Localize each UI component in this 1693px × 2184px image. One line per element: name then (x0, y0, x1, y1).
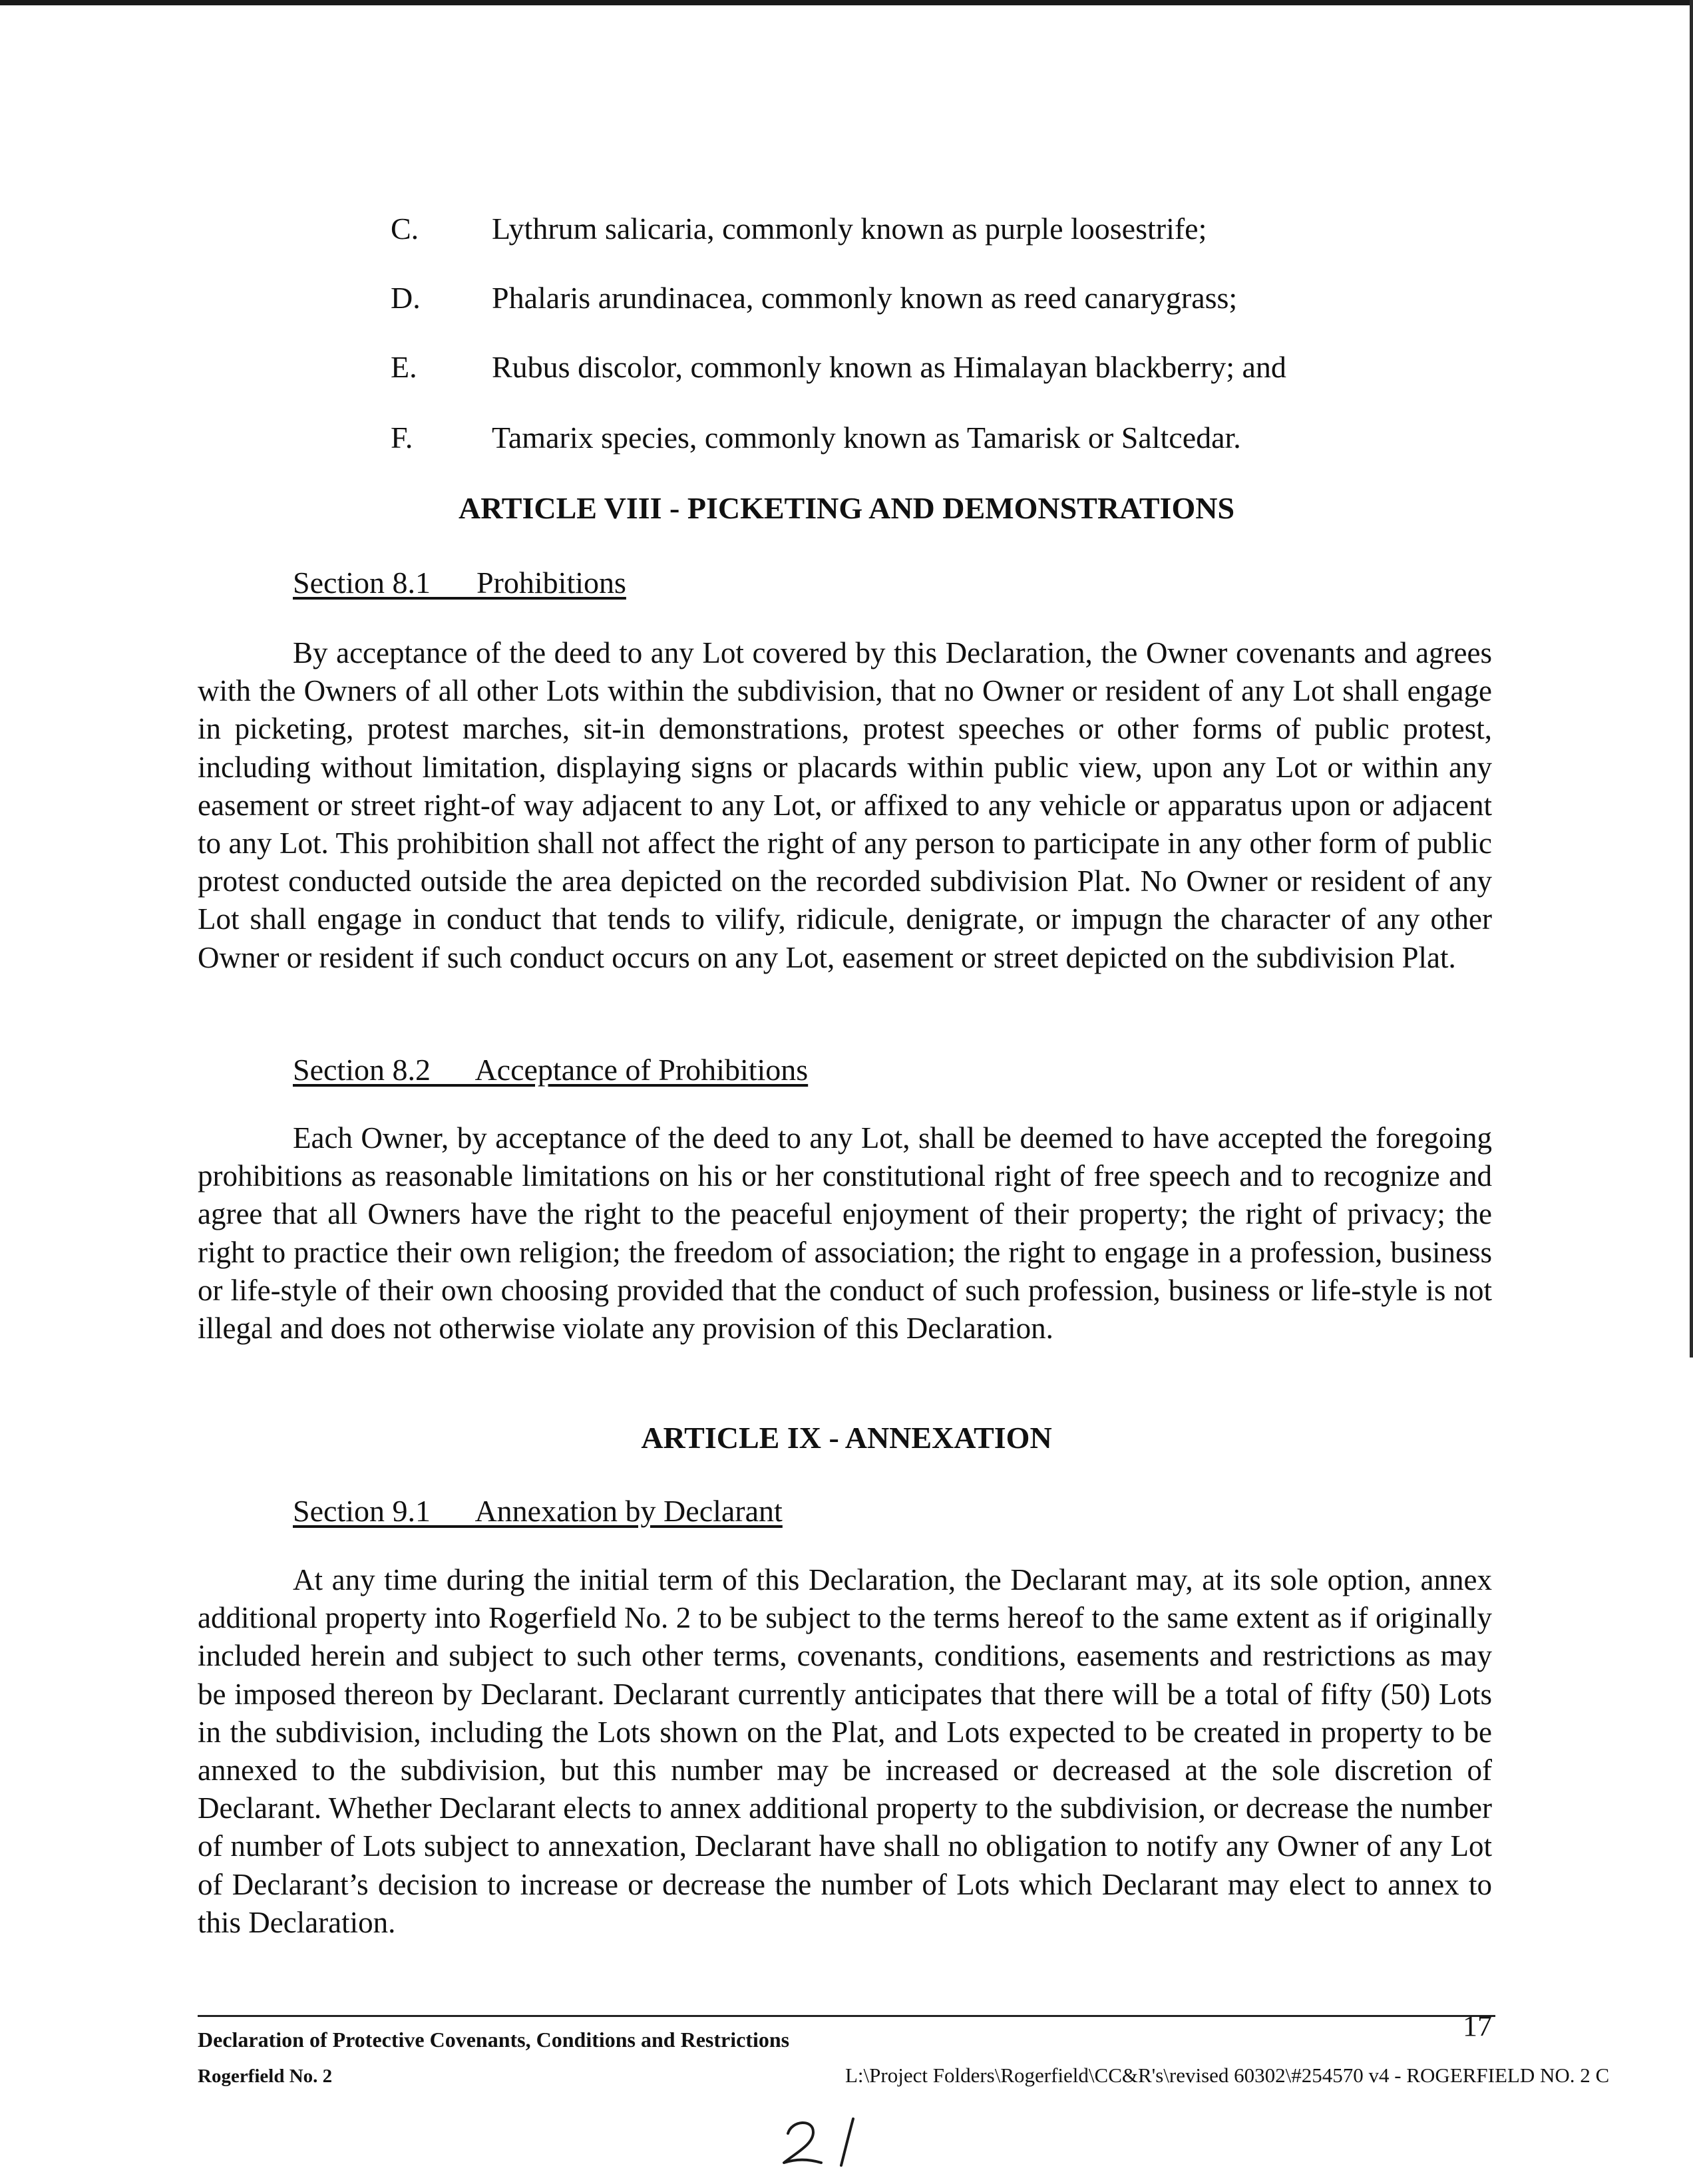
list-text: Rubus discolor, commonly known as Himalayan blackberry; and (492, 350, 1286, 384)
section-8-2-heading: Section 8.2 Acceptance of Prohibitions (293, 1053, 809, 1087)
article-9-heading: ARTICLE IX - ANNEXATION (641, 1421, 1052, 1455)
list-letter: C. (391, 212, 419, 246)
page-number: 17 (1463, 2010, 1492, 2042)
list-letter: F. (391, 421, 413, 455)
section-8-2-body: Each Owner, by acceptance of the deed to any Lot, shall be deemed to have accepted the foregoing prohibitions as reasonable limitations on his or her constitutional right of free speech and to recognize and agree that all Owners have the right to the peaceful enjoyment of their property; the right of privacy; the right to practice their own religion; the freedom of association; the right to engage in a profession, business or life-style of their own choosing provided that the conduct of such profession, business or life-style is not illegal and does not otherwise violate any provision of this Declaration. (198, 1121, 1492, 1346)
scan-border-top (0, 0, 1693, 5)
list-text: Lythrum salicaria, commonly known as purple loosestrife; (492, 212, 1207, 246)
footer-rule (198, 2015, 1495, 2017)
list-text: Tamarix species, commonly known as Tamarisk or Saltcedar. (492, 421, 1241, 455)
section-8-1-body: By acceptance of the deed to any Lot covered by this Declaration, the Owner covenants and agrees with the Owners of all other Lots within the subdivision, that no Owner or resident of any Lot shall engage in picketing, protest marches, sit-in demonstrations, protest speeches or other forms of public protest, including without limitation, displaying signs or placards within public view, upon any Lot or within any easement or street right-of way adjacent to any Lot, or affixed to any vehicle or apparatus upon or adjacent to any Lot. This prohibition shall not affect the right of any person to participate in any other form of public protest conducted outside the area depicted on the recorded subdivision Plat. No Owner or resident of any Lot shall engage in conduct that tends to vilify, ridicule, denigrate, or impugn the character of any other Owner or resident if such conduct occurs on any Lot, easement or street depicted on the subdivision Plat. (198, 636, 1492, 974)
article-8-heading: ARTICLE VIII - PICKETING AND DEMONSTRATIONS (458, 491, 1235, 525)
handwritten-page-mark (779, 2111, 872, 2171)
list-text: Phalaris arundinacea, commonly known as reed canarygrass; (492, 281, 1238, 315)
section-9-1-body: At any time during the initial term of this Declaration, the Declarant may, at its sole option, annex additional property into Rogerfield No. 2 to be subject to the terms hereof to the same extent as if originally included herein and subject to such other terms, covenants, conditions, easements and restrictions as may be imposed thereon by Declarant. Declarant currently anticipates that there will be a total of fifty (50) Lots in the subdivision, including the Lots shown on the Plat, and Lots expected to be created in property to be annexed to the subdivision, but this number may be increased or decreased at the sole discretion of Declarant. Whether Declarant elects to annex additional property to the subdivision, or decrease the number of number of Lots subject to annexation, Declarant have shall no obligation to notify any Owner of any Lot of Declarant’s decision to increase or decrease the number of Lots which Declarant may elect to annex to this Declaration. (198, 1563, 1492, 1939)
handwritten-digit-1 (841, 2119, 853, 2165)
section-9-1-heading: Section 9.1 Annexation by Declarant (293, 1494, 783, 1528)
footer-title: Declaration of Protective Covenants, Conditions and Restrictions (198, 2028, 790, 2052)
list-letter: D. (391, 281, 421, 315)
section-8-1-heading: Section 8.1 Prohibitions (293, 566, 626, 600)
handwritten-digit-2 (784, 2123, 821, 2163)
footer-file-path: L:\Project Folders\Rogerfield\CC&R's\revised 60302\#254570 v4 - ROGERFIELD NO. 2 C (845, 2064, 1610, 2087)
footer-subtitle: Rogerfield No. 2 (198, 2066, 333, 2087)
scan-border-right (1690, 0, 1693, 1358)
list-letter: E. (391, 350, 417, 384)
